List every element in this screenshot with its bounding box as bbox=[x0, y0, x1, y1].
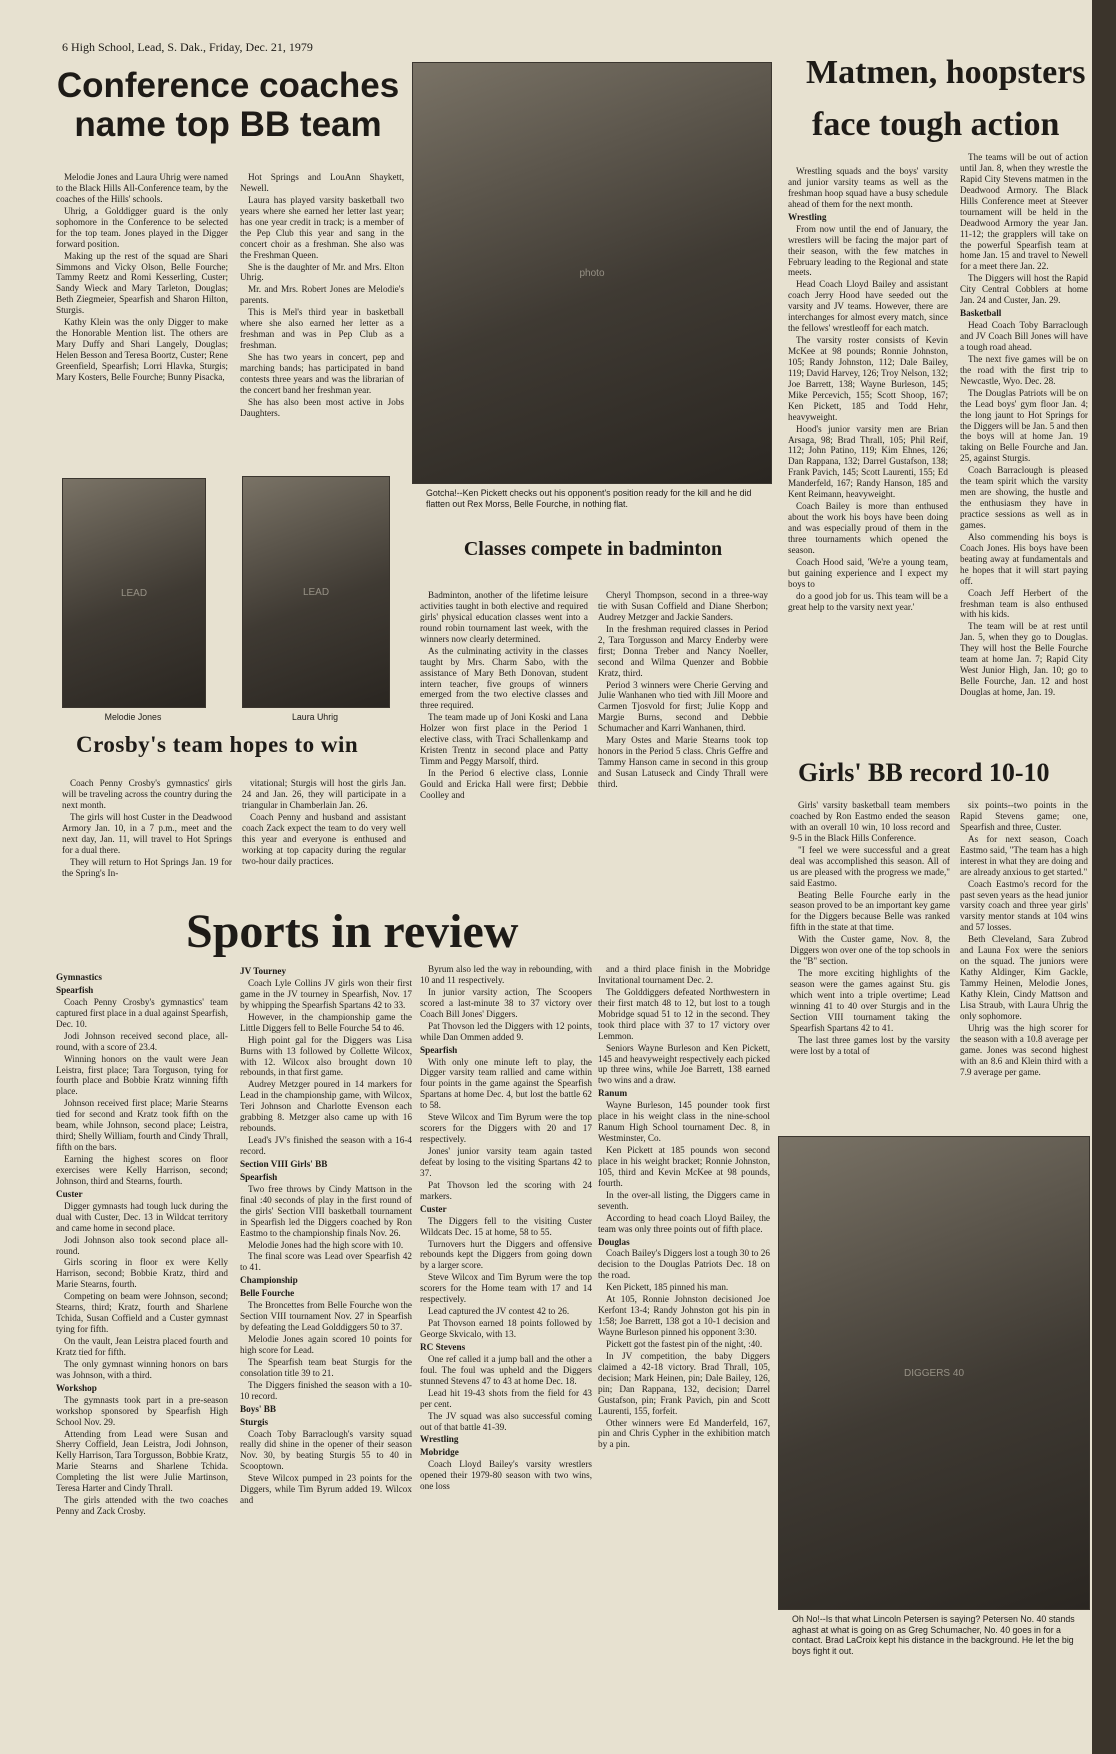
paragraph: Coach Penny Crosby's gymnastics' team captured first place in a dual against Spearfish, Dec. 10. bbox=[56, 996, 228, 1029]
subhead: Section VIII Girls' BB bbox=[240, 1158, 328, 1169]
paragraph: In junior varsity action, The Scoopers scored a last-minute 38 to 37 victory over Coach Bill Jones' Diggers. bbox=[420, 986, 592, 1019]
paragraph: In the Period 6 elective class, Lonnie Gould and Ericka Hall were first; Debbie Coolley and bbox=[420, 768, 588, 800]
paragraph: Head Coach Toby Barraclough and JV Coach Bill Jones will have a tough road ahead. bbox=[960, 320, 1088, 352]
matmen-headline-line-2: face tough action bbox=[812, 106, 1060, 143]
sports-review-col-2 bbox=[240, 964, 412, 1654]
paragraph: Pickett got the fastest pin of the night, :40. bbox=[606, 1338, 763, 1349]
crosby-col-1 bbox=[62, 778, 232, 896]
paragraph: The JV squad was also successful coming out of that battle 41-39. bbox=[420, 1410, 592, 1432]
paragraph: Seniors Wayne Burleson and Ken Pickett, 145 and heavyweight respectively each picked up three wins, while Joe Barrett, 138 earned two wins and a draw. bbox=[598, 1042, 770, 1086]
paragraph: Making up the rest of the squad are Shari Simmons and Vicky Olson, Belle Fourche; Tammy Reetz and Romi Kesserling, Custer; Sandy Wieck and Mary Tarleton, Douglas; Beth Ziegmeier, Spearfish and Sharon Hilton, Sturgis. bbox=[56, 250, 228, 316]
paragraph: Steve Wilcox and Tim Byrum were the top scorers for the Diggers with 20 and 17 respectively. bbox=[420, 1112, 592, 1145]
girls-bb-col-2 bbox=[960, 800, 1088, 1118]
paragraph: Badminton, another of the lifetime leisure activities taught in both elective and required girls' physical education classes went into a round robin tournament last week, with the winners now clearly determined. bbox=[420, 590, 588, 644]
paragraph: Lead hit 19-43 shots from the field for 43 per cent. bbox=[420, 1387, 592, 1409]
subhead: Douglas bbox=[598, 1236, 630, 1247]
paragraph: Girls scoring in floor ex were Kelly Harrison, second; Bobbie Kratz, third and Marie Stearns, fourth. bbox=[56, 1257, 228, 1290]
paragraph: Coach Penny Crosby's gymnastics' girls will be traveling across the country during the next month. bbox=[62, 778, 232, 810]
paragraph: The girls attended with the two coaches Penny and Zack Crosby. bbox=[56, 1495, 228, 1517]
paragraph: The last three games lost by the varsity were lost by a total of bbox=[790, 1034, 950, 1056]
paragraph: Uhrig was the high scorer for the season with a 10.8 average per game. Jones was second highest with an 8.6 and Klein third with a 7.9 average per game. bbox=[960, 1022, 1088, 1077]
paragraph: Byrum also led the way in rebounding, with 10 and 11 respectively. bbox=[420, 964, 592, 985]
paragraph: The Broncettes from Belle Fourche won the Section VIII tournament Nov. 27 in Spearfish by defeating the Lead Golddiggers 50 to 37. bbox=[240, 1300, 412, 1333]
paragraph: Audrey Metzger poured in 14 markers for Lead in the championship game, with Wilcox, Teri Johnson and Charlotte Evenson each grabbing 8. Metzger also came up with 16 rebounds. bbox=[240, 1079, 412, 1134]
paragraph: According to head coach Lloyd Bailey, the team was only three points out of fifth place. bbox=[598, 1212, 770, 1234]
badminton-col-1 bbox=[420, 590, 588, 900]
subhead: Championship bbox=[240, 1275, 298, 1286]
paragraph: The next five games will be on the road with the first trip to Newcastle, Wyo. Dec. 28. bbox=[960, 353, 1088, 386]
paragraph: Digger gymnasts had tough luck during the dual with Custer, Dec. 13 in Wildcat territory and came home in second place. bbox=[56, 1200, 228, 1233]
paragraph: Steve Wilcox and Tim Byrum were the top scorers for the Home team with 17 and 14 respectively. bbox=[420, 1272, 592, 1305]
paragraph: At 105, Ronnie Johnston decisioned Joe Kerfont 13-4; Randy Johnston got his pin in 1:58; Joe Barrett, 138 got a 10-1 decision and Wayne Burleson pinned his opponent 3:30. bbox=[598, 1294, 770, 1337]
paragraph: Coach Bailey's Diggers lost a tough 30 to 26 decision to the Douglas Patriots Dec. 18 on the road. bbox=[598, 1248, 770, 1281]
subhead: Boys' BB bbox=[240, 1403, 276, 1414]
paragraph: do a good job for us. This team will be a great help to the varsity next year.' bbox=[788, 590, 948, 612]
paragraph: Period 3 winners were Cherie Gerving and Julie Wanhanen who tied with Jill Moore and Carmen Tjosvold for first; Julie Kopp and Margie Burns, second and Debbie Schumacher and Karri Wanhanen, third. bbox=[598, 679, 768, 734]
matmen-headline-line-1: Matmen, hoopsters bbox=[806, 54, 1086, 91]
girls-bb-headline: Girls' BB record 10-10 bbox=[798, 758, 1050, 787]
paragraph: The Douglas Patriots will be on the Lead boys' gym floor Jan. 4; the long jaunt to Hot Springs for the Diggers will be Jan. 5 and then the boys will at home Jan. 19 taking on Belle Fourche and Jan. 25, against Sturgis. bbox=[960, 387, 1088, 464]
paragraph: Melodie Jones again scored 10 points for high score for Lead. bbox=[240, 1334, 412, 1355]
matmen-col-2 bbox=[960, 152, 1088, 748]
sports-review-col-3 bbox=[420, 964, 592, 1654]
matmen-col-1 bbox=[788, 166, 948, 744]
paragraph: Uhrig, a Golddigger guard is the only sophomore in the Conference to be selected for the top team. Jones played in the Digger forward position. bbox=[56, 205, 228, 249]
paragraph: Coach Jeff Herbert of the freshman team is also enthused with his kids. bbox=[960, 587, 1088, 620]
wrestling-photo: photo bbox=[412, 62, 772, 484]
subhead: Mobridge bbox=[420, 1447, 459, 1458]
badminton-col-2 bbox=[598, 590, 768, 900]
paragraph: Two free throws by Cindy Mattson in the final :40 seconds of play in the first round of the girls' Section VIII basketball tournament in Spearfish led the Diggers coached by Ron Eastmo to the championship finals Nov. 26. bbox=[240, 1183, 412, 1238]
paragraph: In the freshman required classes in Period 2, Tara Torgusson and Marcy Enderby were first; Donna Treber and Nancy Noeller, second and Wilma Quenzer and Bobbie Kratz, third. bbox=[598, 623, 768, 678]
adjacent-page-edge bbox=[1092, 0, 1116, 1754]
subhead: Workshop bbox=[56, 1382, 97, 1393]
paragraph: Lead's JV's finished the season with a 16-4 record. bbox=[240, 1135, 412, 1156]
paragraph: Lead captured the JV contest 42 to 26. bbox=[428, 1306, 570, 1317]
paragraph: Competing on beam were Johnson, second; Stearns, third; Kratz, fourth and Sharlene Tchida, Susan Coffield and a Custer gymnast tying for fifth. bbox=[56, 1291, 228, 1335]
paragraph: and a third place finish in the Mobridge Invitational tournament Dec. 2. bbox=[598, 964, 770, 985]
paragraph: Turnovers hurt the Diggers and offensive rebounds kept the Diggers from going down by a larger score. bbox=[420, 1238, 592, 1271]
melodie-jones-photo: LEAD bbox=[62, 478, 206, 708]
paragraph: Winning honors on the vault were Jean Leistra, first place; Tara Torguson, tying for fourth place and Bobbie Kratz winning fifth place. bbox=[56, 1053, 228, 1097]
paragraph: Other winners were Ed Manderfeld, 167, pin and Chris Cypher in the exhibition match by a pin. bbox=[598, 1417, 770, 1450]
paragraph: Mr. and Mrs. Robert Jones are Melodie's parents. bbox=[240, 284, 404, 306]
conference-col-1 bbox=[56, 172, 228, 472]
subhead: Gymnastics bbox=[56, 972, 102, 982]
page-folio: 6 High School, Lead, S. Dak., Friday, Dec. 21, 1979 bbox=[62, 40, 313, 54]
paragraph: Girls' varsity basketball team members coached by Ron Eastmo ended the season with an overall 10 win, 10 loss record and 9-5 in the Black Hills Conference. bbox=[790, 800, 950, 843]
paragraph: In the over-all listing, the Diggers came in seventh. bbox=[598, 1189, 770, 1211]
paragraph: The gymnasts took part in a pre-season workshop sponsored by Spearfish High School Nov. 29. bbox=[56, 1394, 228, 1427]
paragraph: Coach Toby Barraclough's varsity squad really did shine in the opener of their season Nov. 30, by beating Sturgis 55 to 40 in Scooptown. bbox=[240, 1428, 412, 1472]
paragraph: The more exciting highlights of the season were the games against Stu. gis which went into a triple overtime; Lead winning 41 to 40 over Sturgis and in the Section VIII tournament taking the Spearfish Spartans 42 to 41. bbox=[790, 968, 950, 1033]
paragraph: Hood's junior varsity men are Brian Arsaga, 98; Brad Thrall, 105; Phil Reif, 112; John Patino, 119; Kim Ehnes, 126; Dan Rappana, 132; Darrel Gustafson, 138; Frank Pavich, 145; Scott Laurenti, 155; Ed Manderfeld, 167; Randy Hanson, 185 and Kent Reimann, heavyweight. bbox=[788, 423, 948, 500]
paragraph: vitational; Sturgis will host the girls Jan. 24 and Jan. 26, they will participate in a triangular in Chamberlain Jan. 26. bbox=[242, 778, 406, 810]
paragraph: Melodie Jones and Laura Uhrig were named to the Black Hills All-Conference team, by the coaches of the Hills' schools. bbox=[56, 172, 228, 204]
basketball-photo: DIGGERS 40 bbox=[778, 1136, 1090, 1610]
paragraph: Beating Belle Fourche early in the season proved to be an important key game for the Diggers because Belle was ranked fifth in the state at that time. bbox=[790, 889, 950, 933]
paragraph: Ken Pickett at 185 pounds won second place in his weight bracket; Ronnie Johnston, 105, third and Kevin McKee at 98 pounds, fourth. bbox=[598, 1145, 770, 1188]
subhead: Spearfish bbox=[240, 1171, 278, 1182]
crosby-headline: Crosby's team hopes to win bbox=[76, 732, 359, 757]
paragraph: Laura has played varsity basketball two years where she earned her letter last year; has one year credit in track; is a member of the Pep Club this year and sang in the concert choir as a freshman. She also was the Freshman Queen. bbox=[240, 194, 404, 260]
paragraph: The varsity roster consists of Kevin McKee at 98 pounds; Ronnie Johnston, 105; Randy Johnston, 112; Dale Bailey, 119; David Harvey, 126; Troy Nelson, 132; Joe Barrett, 138; Wayne Burleson, 145; Mike Percevich, 155; Scott Shoop, 167; Ken Pickett, 185 and Todd Hehr, heavyweight. bbox=[788, 335, 948, 422]
paragraph: The girls will host Custer in the Deadwood Armory Jan. 10, in a 7 p.m., meet and the next day, Jan. 11, will travel to Hot Springs for a dual there. bbox=[62, 811, 232, 855]
paragraph: Cheryl Thompson, second in a three-way tie with Susan Coffield and Diane Sherbon; Audrey Metzger and Jackie Sanders. bbox=[598, 590, 768, 622]
paragraph: Mary Ostes and Marie Stearns took top honors in the Period 5 class. Chris Geffre and Tammy Hanson came in second in this group and Susan Latuseck and Cindy Thrall were third. bbox=[598, 735, 768, 789]
paragraph: Wrestling squads and the boys' varsity and junior varsity teams as well as the freshman hoop squad have a busy schedule ahead of them for the next month. bbox=[788, 166, 948, 209]
paragraph: The Spearfish team beat Sturgis for the consolation title 39 to 21. bbox=[240, 1356, 412, 1378]
paragraph: Johnson received first place; Marie Stearns tied for second and Kratz took fifth on the beam, while Johnson, second place; Leistra, third; Shelly William, fourth and Cindy Thrall, fifth on the bars. bbox=[56, 1098, 228, 1153]
sports-review-col-1 bbox=[56, 970, 228, 1646]
paragraph: The Diggers fell to the visiting Custer Wildcats Dec. 15 at home, 58 to 55. bbox=[420, 1215, 592, 1237]
paragraph: She has also been most active in Jobs Daughters. bbox=[240, 396, 404, 418]
paragraph: The Diggers finished the season with a 10-10 record. bbox=[240, 1379, 412, 1401]
paragraph: Jodi Johnson also took second place all-round. bbox=[56, 1234, 228, 1256]
subhead: RC Stevens bbox=[420, 1341, 466, 1352]
paragraph: Pat Thovson led the Diggers with 12 points, while Dan Ommen added 9. bbox=[420, 1020, 592, 1042]
badminton-headline: Classes compete in badminton bbox=[463, 538, 723, 560]
paragraph: In JV competition, the baby Diggers claimed a 42-18 victory. Brad Thrall, 105, decision; Mark Heinen, pin; Dale Bailey, 126, pin; Dan Rappana, 132, decision; Darrel Gustafson, pin; Frank Pavich, pin and Scott Laurenti, 155, forfeit. bbox=[598, 1350, 770, 1416]
paragraph: The team made up of Joni Koski and Lana Holzer won first place in the Period 1 elective class, with Traci Schallenkamp and Kristen Trentz in second place and Patty Timm and Peggy Marsolf, third. bbox=[420, 712, 588, 767]
photo-caption-laura: Laura Uhrig bbox=[292, 712, 338, 722]
paragraph: Attending from Lead were Susan and Sherry Coffield, Jean Leistra, Jodi Johnson, Kelly Harrison, Tara Torgusson, Bobbie Kratz, Marie Stearns and Sharlene Tchida. Completing the list were Julie Martinson, Teresa Harter and Cindy Thrall. bbox=[56, 1428, 228, 1494]
paragraph: Coach Penny and husband and assistant coach Zack expect the team to do very well this year and everyone is enthused and working at top capacity during the regular two-hour daily practices. bbox=[242, 811, 406, 866]
girls-bb-col-1 bbox=[790, 800, 950, 1130]
paragraph: Coach Eastmo's record for the past seven years as the head junior varsity coach and three year girls' varsity mentor stands at 104 wins and 57 losses. bbox=[960, 878, 1088, 933]
paragraph: With the Custer game, Nov. 8, the Diggers won over one of the top schools in the "B" section. bbox=[790, 934, 950, 967]
sports-review-headline: Sports in review bbox=[186, 905, 519, 958]
photo-caption-melodie: Melodie Jones bbox=[104, 712, 162, 722]
subhead: Custer bbox=[420, 1203, 447, 1214]
paragraph: six points--two points in the Rapid Stevens game; one, Spearfish and three, Custer. bbox=[960, 800, 1088, 832]
paragraph: Melodie Jones had the high score with 10. bbox=[248, 1239, 404, 1250]
paragraph: Pat Thovson led the scoring with 24 markers. bbox=[420, 1179, 592, 1201]
paragraph: Ken Pickett, 185 pinned his man. bbox=[606, 1282, 729, 1293]
paragraph: Jodi Johnson received second place, all-round, with a score of 23.4. bbox=[56, 1030, 228, 1052]
paragraph: Earning the highest scores on floor exercises were Kelly Harrison, second; Johnson, third and Stearns, fourth. bbox=[56, 1154, 228, 1186]
paragraph: Coach Barraclough is pleased the team spirit which the varsity men are showing, the hustle and the enthusiasm they have in practice sessions as well as in games. bbox=[960, 465, 1088, 530]
paragraph: The teams will be out of action until Jan. 8, when they wrestle the Rapid City Stevens matmen in the Deadwood Armory. The Black Hills Conference meet at Steever tournament will be held in the Deadwood Armory the year Jan. 11-12; the grapplers will take on the powerful Spearfish team at home Jan. 15 and travel to Newell for a meet there Jan. 22. bbox=[960, 152, 1088, 272]
subhead: Wrestling bbox=[788, 211, 827, 222]
subhead: Wrestling bbox=[420, 1434, 459, 1445]
subhead: Spearfish bbox=[420, 1044, 458, 1055]
paragraph: The Golddiggers defeated Northwestern in their first match 48 to 12, but lost to a tough Mobridge squad 51 to 12 in the second. They took third place with 37 to 17 victory over Lemmon. bbox=[598, 986, 770, 1041]
laura-uhrig-photo: LEAD bbox=[242, 476, 390, 708]
paragraph: Head Coach Lloyd Bailey and assistant coach Jerry Hood have seeded out the varsity and JV teams. However, there are interchanges for almost every match, since the fellows' wrestleoff for each match. bbox=[788, 279, 948, 334]
paragraph: Wayne Burleson, 145 pounder took first place in his weight class in the nine-school Ranum High School tournament Dec. 8, in Westminster, Co. bbox=[598, 1100, 770, 1144]
basketball-photo-caption: Oh No!--Is that what Lincoln Petersen is saying? Petersen No. 40 stands aghast at what is going on as Greg Schumacher, No. 40 goes in for a contact. Brad LaCroix kept his distance in the background. He let the big boys fight it out. bbox=[792, 1614, 1075, 1656]
paragraph: One ref called it a jump ball and the other a foul. The foul was upheld and the Diggers stunned Stevens 47 to 43 at home Dec. 18. bbox=[420, 1353, 592, 1386]
paragraph: High point gal for the Diggers was Lisa Burns with 13 followed by Collette Wilcox, with 12. Wilcox also brought down 10 rebounds, in that first game. bbox=[240, 1034, 412, 1078]
paragraph: With only one minute left to play, the Digger varsity team rallied and came within four points in the game against the Spearfish Spartans at home Dec. 4, but lost the battle 62 to 58. bbox=[420, 1056, 592, 1111]
paragraph: The final score was Lead over Spearfish 42 to 41. bbox=[240, 1251, 412, 1273]
paragraph: Coach Lloyd Bailey's varsity wrestlers opened their 1979-80 season with two wins, one loss bbox=[420, 1459, 592, 1492]
paragraph: Pat Thovson earned 18 points followed by George Skvicalo, with 13. bbox=[420, 1318, 592, 1339]
paragraph: The team will be at rest until Jan. 5, when they go to Douglas. They will host the Belle Fourche team at home Jan. 7; Rapid City West Junior High, Jan. 10; go to Belle Fourche, Jan. 12 and host Douglas at home, Jan. 19. bbox=[960, 621, 1088, 697]
paragraph: Coach Bailey is more than enthused about the work his boys have been doing and was especially proud of them in the three tournaments which opened the season. bbox=[788, 501, 948, 555]
paragraph: She has two years in concert, pep and marching bands; has participated in band contests three years and was the librarian of the concert band her freshman year. bbox=[240, 352, 404, 395]
paragraph: As for next season, Coach Eastmo said, "The team has a high interest in what they are doing and are already anxious to get started." bbox=[960, 833, 1088, 877]
paragraph: "I feel we were successful and a great deal was accomplished this season. All of us are pleased with the progress we made," said Eastmo. bbox=[790, 844, 950, 888]
conference-headline: Conference coaches name top BB team bbox=[56, 66, 400, 145]
paragraph: Also commending his boys is Coach Jones. His boys have been beating away at fundamentals and he hopes that it will start paying off. bbox=[960, 531, 1088, 586]
paragraph: She is the daughter of Mr. and Mrs. Elton Uhrig. bbox=[240, 261, 404, 283]
sports-review-col-4 bbox=[598, 964, 770, 1654]
paragraph: As the culminating activity in the classes taught by Mrs. Charm Sabo, with the assistance of Mary Beth Donovan, student intern teacher, five groups of winners emerged from the two elective classes and three required. bbox=[420, 645, 588, 711]
paragraph: Hot Springs and LouAnn Shaykett, Newell. bbox=[240, 172, 404, 193]
paragraph: From now until the end of January, the wrestlers will be facing the major part of their season, with the few matches in February leading to the Regional and state meets. bbox=[788, 223, 948, 278]
subhead: Belle Fourche bbox=[240, 1288, 295, 1299]
paragraph: Coach Lyle Collins JV girls won their first game in the JV tourney in Spearfish, Nov. 17 by whipping the Spearfish Spartans 42 to 33. bbox=[240, 977, 412, 1010]
paragraph: However, in the championship game the Little Diggers fell to Belle Fourche 54 to 46. bbox=[240, 1011, 412, 1033]
paragraph: Steve Wilcox pumped in 23 points for the Diggers, while Tim Byrum added 19. Wilcox and bbox=[240, 1473, 412, 1506]
subhead: Spearfish bbox=[56, 984, 94, 995]
crosby-col-2 bbox=[242, 778, 406, 896]
subhead: Basketball bbox=[960, 308, 1002, 319]
conference-col-2 bbox=[240, 172, 404, 472]
paragraph: Beth Cleveland, Sara Zubrod and Launa Fox were the seniors on the squad. The juniors were Kathy Aldinger, Kim Gackle, Tammy Heinen, Melodie Jones, Kathy Klein, Cindy Mattson and Lisa Straub, with Laura Uhrig the only sophomore. bbox=[960, 934, 1088, 1021]
paragraph: The Diggers will host the Rapid City Central Cobblers at home Jan. 24 and Custer, Jan. 29. bbox=[960, 273, 1088, 306]
paragraph: They will return to Hot Springs Jan. 19 for the Spring's In- bbox=[62, 856, 232, 878]
subhead: JV Tourney bbox=[240, 966, 287, 976]
paragraph: Kathy Klein was the only Digger to make the Honorable Mention list. The others are Mary Duffy and Shari Langely, Douglas; Helen Besson and Teresa Boortz, Custer; Rene Greenfield, Spearfish; Lorri Hlavka, Sturgis; Mary Kosters, Belle Fourche; Bunny Pisacka, bbox=[56, 317, 228, 382]
paragraph: Jones' junior varsity team again tasted defeat by losing to the visiting Spartans 42 to 37. bbox=[420, 1146, 592, 1178]
wrestling-photo-caption: Gotcha!--Ken Pickett checks out his opponent's position ready for the kill and he did flatten out Rex Morss, Belle Fourche, in nothing flat. bbox=[426, 488, 752, 509]
subhead: Ranum bbox=[598, 1088, 628, 1099]
subhead: Sturgis bbox=[240, 1416, 269, 1427]
paragraph: This is Mel's third year in basketball where she also earned her letter as a freshman and was in Pep Club as a freshman. bbox=[240, 307, 404, 351]
subhead: Custer bbox=[56, 1188, 83, 1199]
paragraph: On the vault, Jean Leistra placed fourth and Kratz tied for fifth. bbox=[56, 1336, 228, 1357]
paragraph: The only gymnast winning honors on bars was Johnson, with a third. bbox=[56, 1358, 228, 1380]
paragraph: Coach Hood said, 'We're a young team, but gaining experience and I expect my boys to bbox=[788, 556, 948, 589]
